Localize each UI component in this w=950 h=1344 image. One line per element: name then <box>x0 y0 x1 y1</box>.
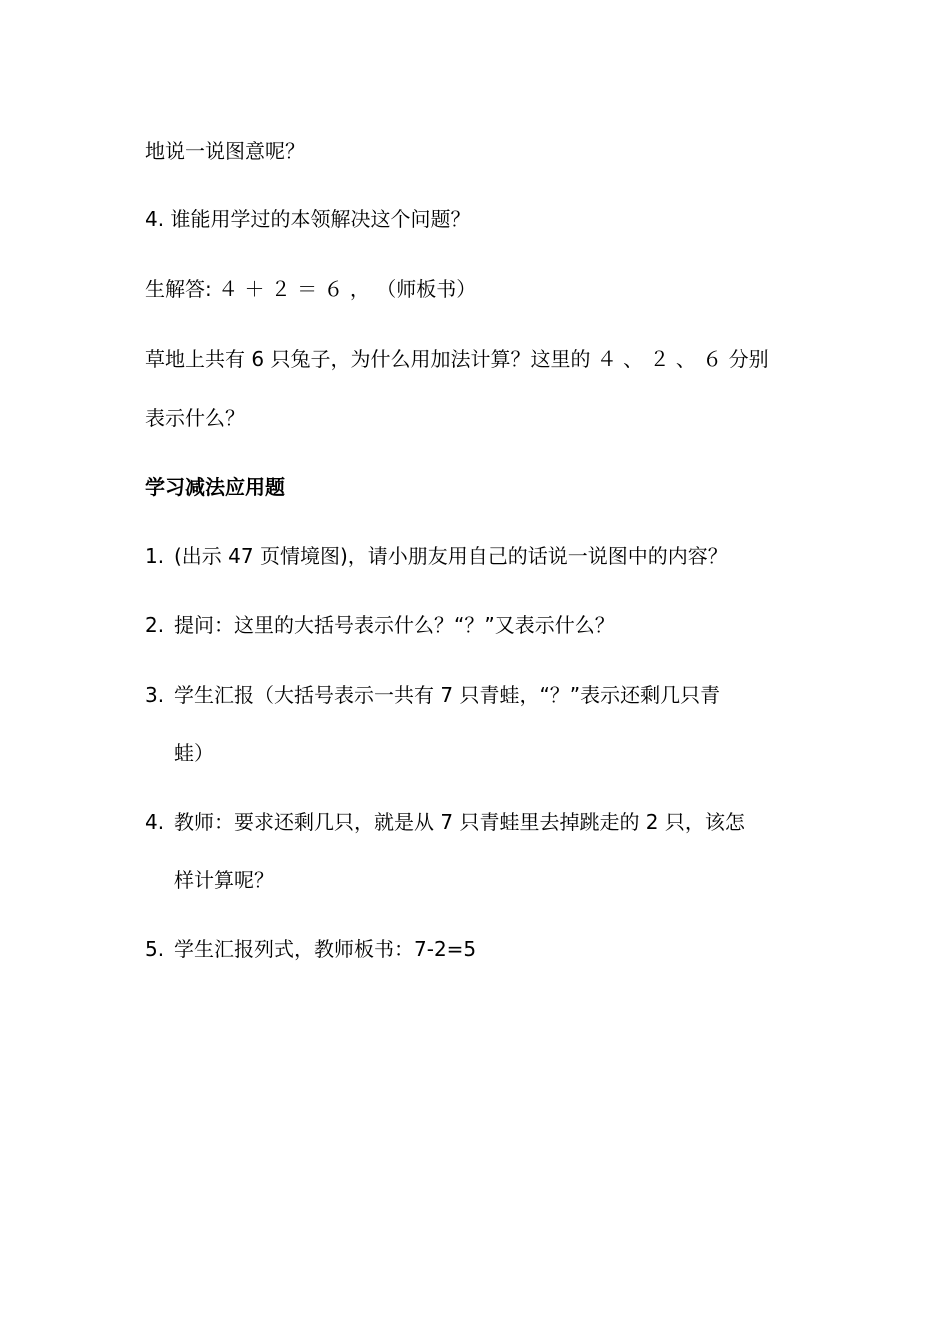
list-item-text: 学生汇报（大括号表示一共有 7 只青蛙，“？”表示还剩几只青 <box>174 683 721 707</box>
list-item-number: 1. <box>145 544 165 568</box>
list-item-number: 2. <box>145 613 165 637</box>
list-item-text: 样计算呢？ <box>174 868 274 892</box>
paragraph-line: 草地上共有 6 只兔子，为什么用加法计算？这里的 ４ 、 ２ 、 ６ 分别 <box>145 347 769 371</box>
paragraph-line: 表示什么？ <box>145 406 245 430</box>
list-item-text: 教师：要求还剩几只，就是从 7 只青蛙里去掉跳走的 2 只，该怎 <box>174 810 745 834</box>
section-heading: 学习减法应用题 <box>145 475 285 499</box>
list-item-text: 提问：这里的大括号表示什么？“？”又表示什么？ <box>174 613 615 637</box>
list-item-text: 学生汇报列式，教师板书：7-2=5 <box>174 937 477 961</box>
paragraph-line: 4. 谁能用学过的本领解决这个问题？ <box>145 207 471 231</box>
list-item-text: 蛙） <box>174 741 214 765</box>
list-item-number: 3. <box>145 683 165 707</box>
list-item-number: 4. <box>145 810 165 834</box>
list-item-text: (出示 47 页情境图)，请小朋友用自己的话说一说图中的内容？ <box>174 544 728 568</box>
paragraph-line: 生解答: ４ ＋ ２ ＝ ６ ， （师板书） <box>145 277 477 301</box>
list-item-number: 5. <box>145 937 165 961</box>
paragraph-line: 地说一说图意呢？ <box>145 139 305 163</box>
